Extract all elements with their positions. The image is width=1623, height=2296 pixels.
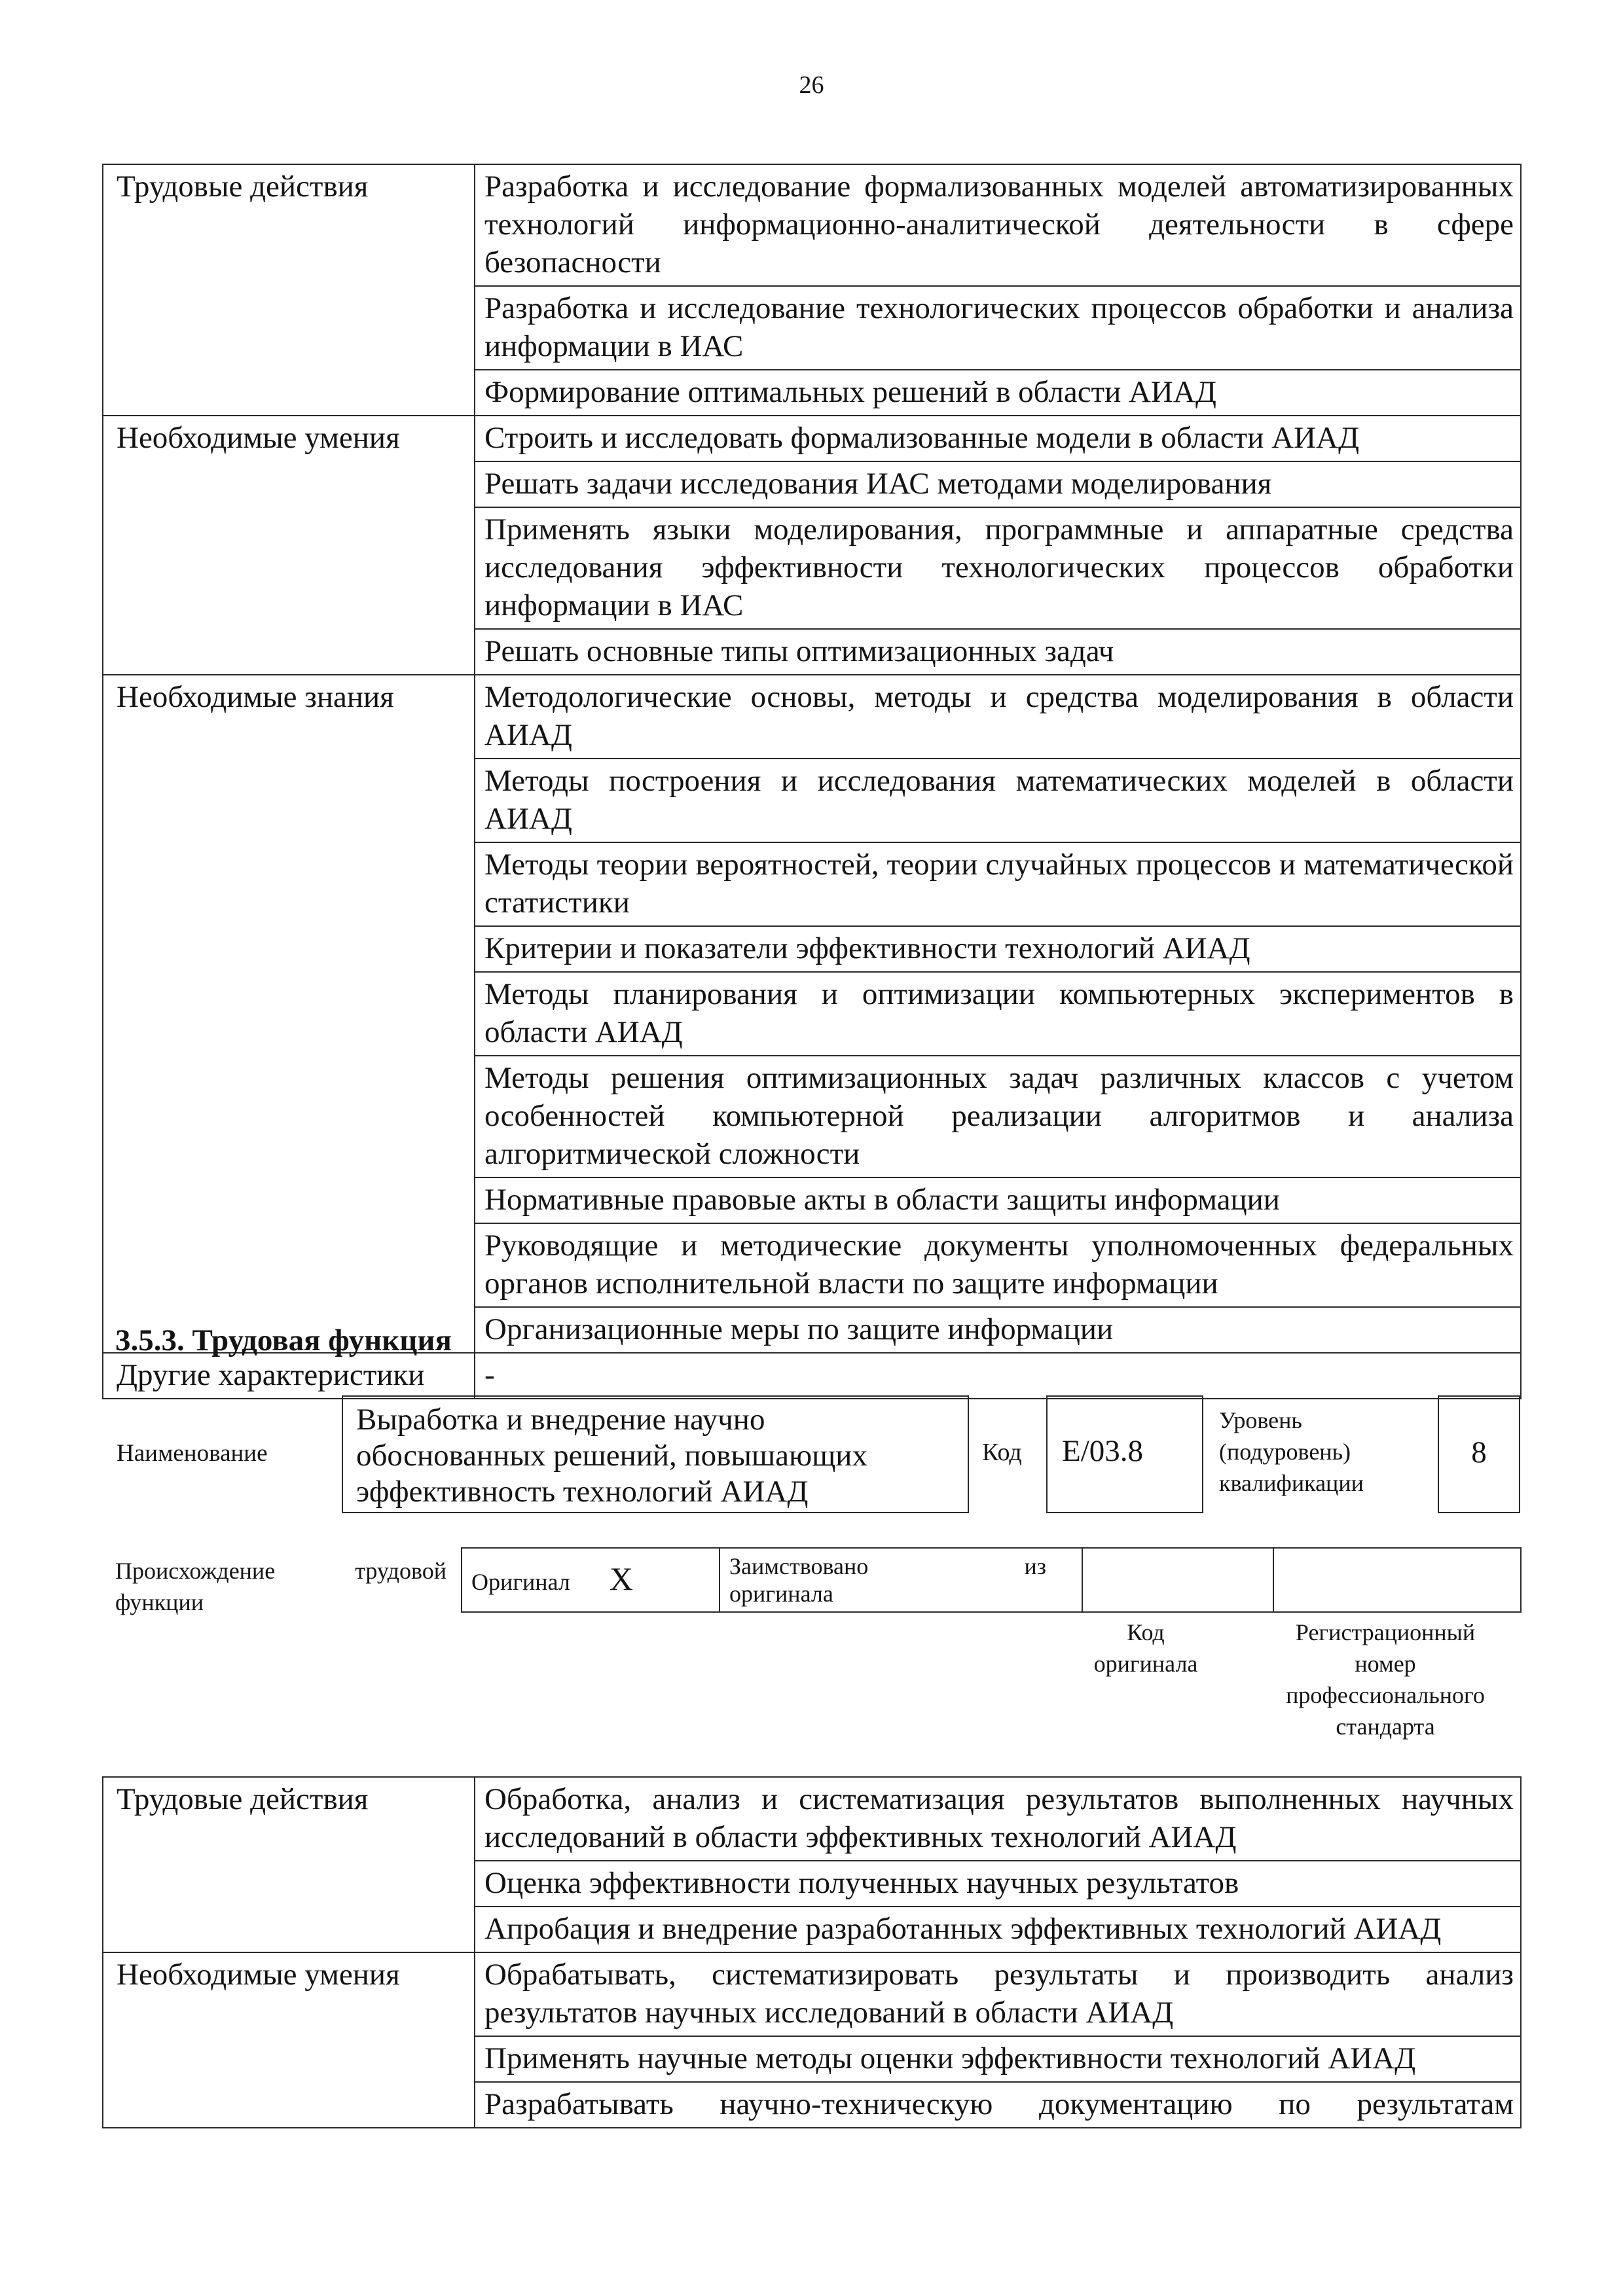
level-label-line: квалификации xyxy=(1219,1470,1364,1496)
labor-function-table-1 xyxy=(102,164,1522,1399)
caption-original-code xyxy=(1061,1617,1231,1679)
labor-function-table-2 xyxy=(102,1776,1522,2128)
caption-registration-number xyxy=(1254,1617,1516,1742)
caption-line: оригинала xyxy=(1093,1651,1198,1677)
function-code-box: E/03.8 xyxy=(1046,1395,1203,1513)
knowledge-item: Методы планирования и оптимизации компьютерных экспериментов в области АИАД xyxy=(475,972,1521,1056)
borrowed-label-bottom: оригинала xyxy=(729,1581,833,1607)
code-label: Код xyxy=(982,1439,1022,1466)
knowledge-item: Методологические основы, методы и средства моделирования в области АИАД xyxy=(475,675,1521,759)
function-name-box: Выработка и внедрение научно обоснованных решений, повышающих эффективность технологий АИАД xyxy=(342,1395,969,1513)
labor-action-item: Оценка эффективности полученных научных результатов xyxy=(475,1861,1521,1907)
knowledge-item: Критерии и показатели эффективности технологий АИАД xyxy=(475,926,1521,972)
level-label-line: Уровень xyxy=(1219,1407,1302,1433)
level-label-line: (подуровень) xyxy=(1219,1439,1351,1465)
original-cell xyxy=(462,1548,720,1612)
row-label-required-skills: Необходимые умения xyxy=(103,416,475,675)
knowledge-item: Методы решения оптимизационных задач различных классов с учетом особенностей компьютерной реализации алгоритмов и анализа алгоритмической сложности xyxy=(475,1056,1521,1177)
skill-item: Применять языки моделирования, программные и аппаратные средства исследования эффективности технологических процессов обработки информации в ИАС xyxy=(475,507,1521,629)
labor-action-item: Формирование оптимальных решений в области АИАД xyxy=(475,370,1521,416)
knowledge-item: Организационные меры по защите информации xyxy=(475,1307,1521,1353)
knowledge-item: Методы построения и исследования математических моделей в области АИАД xyxy=(475,759,1521,842)
row-label-required-knowledge: Необходимые знания xyxy=(103,675,475,1353)
origin-label: Происхождение трудовой xyxy=(115,1558,447,1584)
original-label: Оригинал xyxy=(471,1568,570,1595)
name-label: Наименование xyxy=(117,1440,268,1467)
row-label-required-skills: Необходимые умения xyxy=(103,1952,475,2128)
table-row xyxy=(103,1952,1521,2036)
original-mark: X xyxy=(609,1560,633,1597)
labor-action-item: Апробация и внедрение разработанных эффективных технологий АИАД xyxy=(475,1907,1521,1952)
section-heading: 3.5.3. Трудовая функция xyxy=(115,1323,452,1357)
labor-action-item: Разработка и исследование формализованных моделей автоматизированных технологий информационно-аналитической деятельности в сфере безопасности xyxy=(475,164,1521,286)
table-row xyxy=(103,416,1521,461)
skill-item: Обрабатывать, систематизировать результаты и производить анализ результатов научных исследований в области АИАД xyxy=(475,1952,1521,2036)
labor-action-item: Разработка и исследование технологических процессов обработки и анализа информации в ИАС xyxy=(475,286,1521,370)
caption-line: профессионального xyxy=(1286,1682,1485,1708)
borrowed-word: из xyxy=(1024,1553,1046,1579)
knowledge-item: Нормативные правовые акты в области защиты информации xyxy=(475,1177,1521,1223)
table-row xyxy=(103,1777,1521,1861)
qualification-level-label xyxy=(1219,1405,1415,1499)
caption-line: Регистрационный xyxy=(1295,1619,1476,1645)
row-label-other-characteristics: Другие характеристики xyxy=(103,1353,475,1399)
page-number: 26 xyxy=(799,71,824,99)
table-row xyxy=(103,164,1521,286)
registration-number-cell xyxy=(1273,1548,1521,1612)
borrowed-word: Заимствовано xyxy=(729,1553,869,1579)
other-characteristics-value: - xyxy=(475,1353,1521,1399)
origin-label-continued: функции xyxy=(115,1589,204,1615)
caption-line: Код xyxy=(1127,1619,1165,1645)
skill-item: Решать основные типы оптимизационных задач xyxy=(475,629,1521,675)
knowledge-item: Методы теории вероятностей, теории случайных процессов и математической статистики xyxy=(475,842,1521,926)
caption-line: стандарта xyxy=(1336,1713,1435,1740)
origin-table xyxy=(461,1547,1522,1613)
row-label-labor-actions: Трудовые действия xyxy=(103,164,475,416)
borrowed-label-top xyxy=(729,1552,1072,1580)
original-code-cell xyxy=(1082,1548,1273,1612)
knowledge-item: Руководящие и методические документы уполномоченных федеральных органов исполнительной власти по защите информации xyxy=(475,1223,1521,1307)
skill-item: Применять научные методы оценки эффективности технологий АИАД xyxy=(475,2036,1521,2082)
table-row xyxy=(462,1548,1521,1612)
labor-action-item: Обработка, анализ и систематизация результатов выполненных научных исследований в области эффективных технологий АИАД xyxy=(475,1777,1521,1861)
borrowed-cell xyxy=(720,1548,1082,1612)
caption-line: номер xyxy=(1355,1651,1416,1677)
row-label-labor-actions: Трудовые действия xyxy=(103,1777,475,1952)
skill-item: Разрабатывать научно-техническую документацию по результатам xyxy=(475,2082,1521,2128)
skill-item: Решать задачи исследования ИАС методами моделирования xyxy=(475,461,1521,507)
skill-item: Строить и исследовать формализованные модели в области АИАД xyxy=(475,416,1521,461)
qualification-level-box: 8 xyxy=(1438,1395,1520,1513)
table-row xyxy=(103,675,1521,759)
